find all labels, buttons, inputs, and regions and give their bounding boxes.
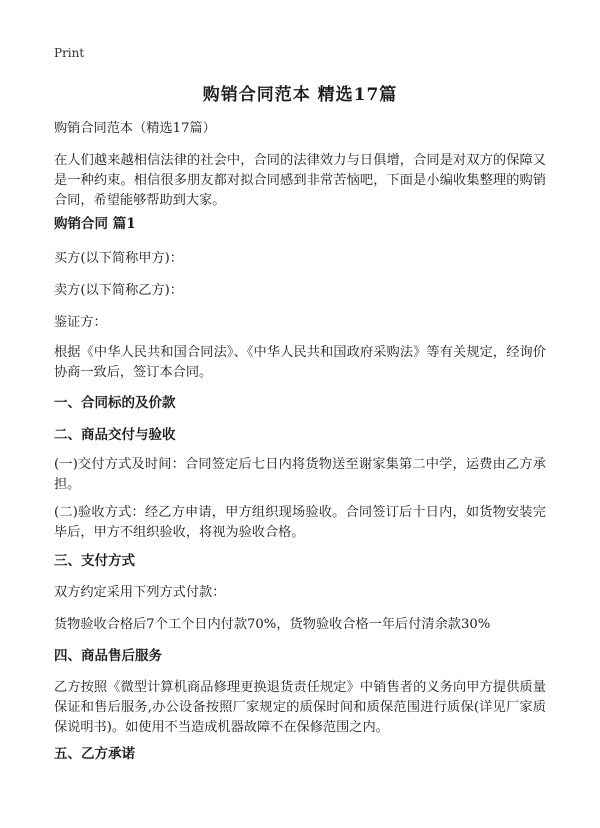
- clause-heading-5: 五、乙方承诺: [54, 746, 135, 762]
- delivery-paragraph: (一)交付方式及时间：合同签定后七日内将货物送至谢家集第二中学，运费由乙方承担。: [54, 457, 546, 492]
- clause-heading-1: 一、合同标的及价款: [54, 395, 176, 411]
- seller-line: 卖方(以下简称乙方)：: [54, 283, 183, 298]
- payment-terms: 货物验收合格后7个工个日内付款70%，货物验收合格一年后付清余款30%: [54, 617, 491, 632]
- intro-paragraph: 在人们越来越相信法律的社会中，合同的法律效力与日俱增，合同是对双方的保障又是一种约束。相信很多朋友都对拟合同感到非常苦恼吧，下面是小编收集整理的购销合同，希望能够帮助到大家。: [54, 153, 546, 208]
- section-heading-1: 购销合同 篇1: [54, 216, 136, 232]
- clause-heading-4: 四、商品售后服务: [54, 648, 162, 664]
- buyer-line: 买方(以下简称甲方)：: [54, 251, 183, 266]
- acceptance-paragraph: (二)验收方式：经乙方申请，甲方组织现场验收。合同签订后十日内，如货物安装完毕后，甲方不组织验收，将视为验收合格。: [54, 505, 546, 540]
- after-sales-paragraph: 乙方按照《微型计算机商品修理更换退货责任规定》中销售者的义务向甲方提供质量保证和售后服务,办公设备按照厂家规定的质保时间和质保范围进行质保(详见厂家质保说明书)。如使用不当造成机器故障不在保修范围之内。: [54, 680, 546, 735]
- clause-heading-3: 三、支付方式: [54, 553, 135, 569]
- basis-paragraph: 根据《中华人民共和国合同法》、《中华人民共和国政府采购法》等有关规定，经询价协商一致后，签订本合同。: [54, 345, 546, 380]
- document-subtitle: 购销合同范本（精选17篇）: [54, 121, 216, 136]
- document-title: 购销合同范本 精选17篇: [202, 85, 398, 105]
- witness-line: 鉴证方：: [54, 315, 107, 330]
- clause-heading-2: 二、商品交付与验收: [54, 427, 176, 443]
- payment-intro: 双方约定采用下列方式付款：: [54, 585, 226, 600]
- print-link[interactable]: Print: [54, 46, 85, 60]
